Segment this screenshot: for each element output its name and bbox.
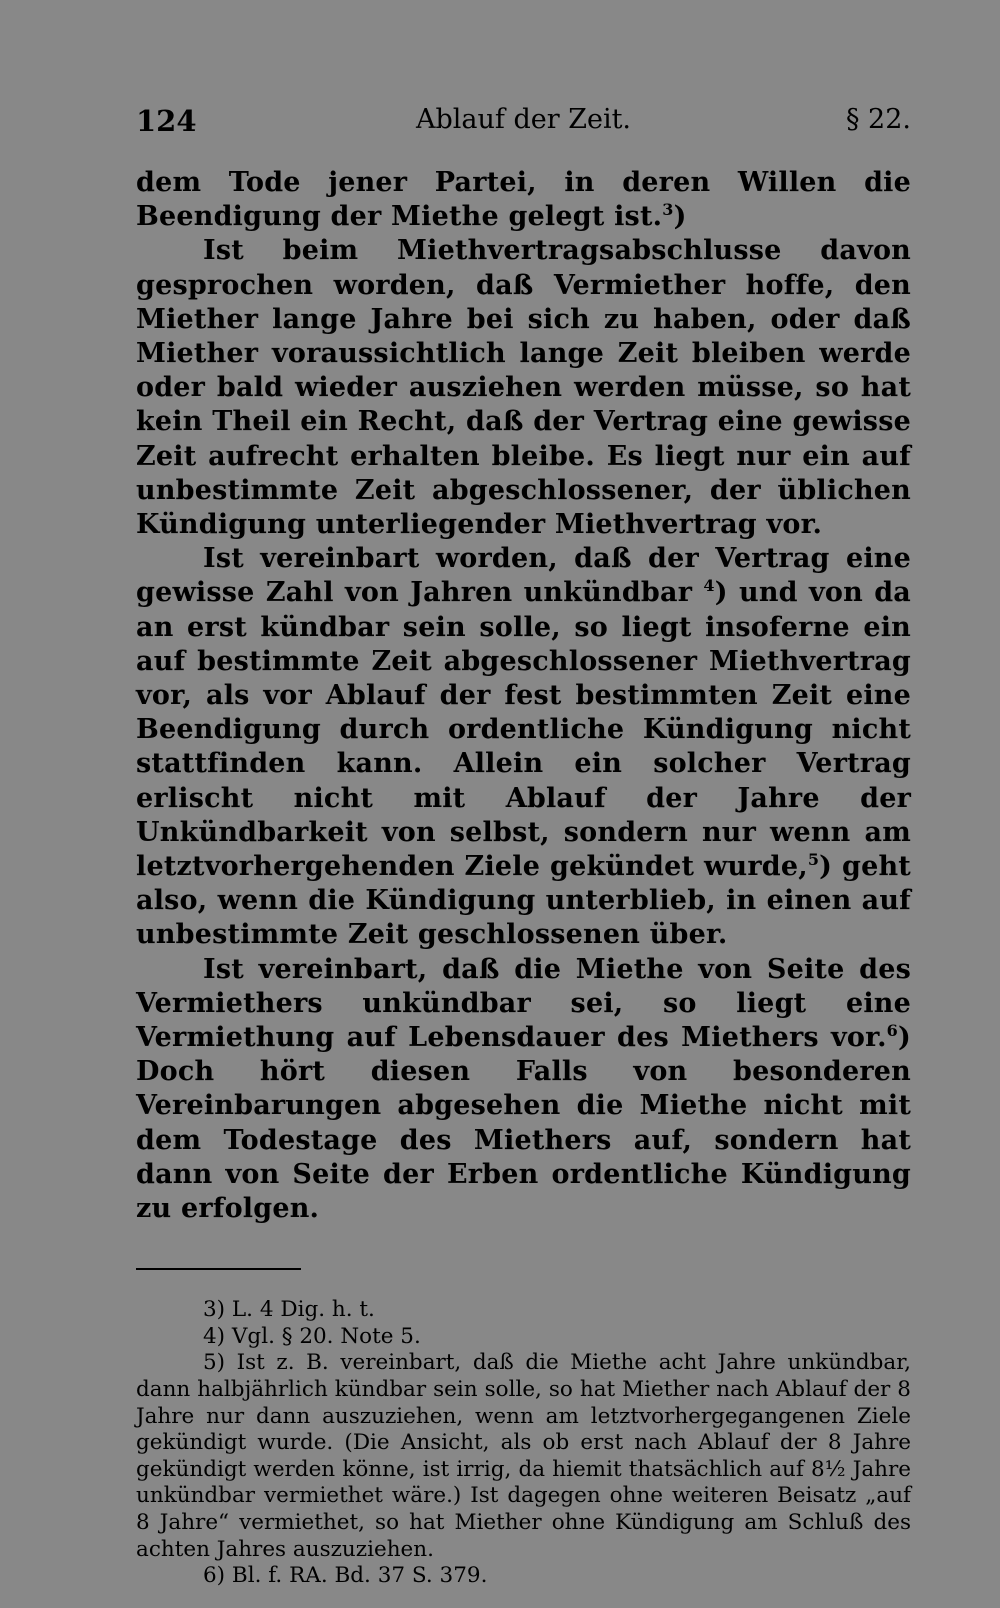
body-text xyxy=(136,166,911,1226)
note-ref-4: 4 xyxy=(703,576,715,596)
paragraph-3-part-3: ) geht also, wenn die Kündigung unterblieb, in einen auf unbestimmte Zeit geschlossenen über. xyxy=(136,851,911,951)
note-ref-6: 6 xyxy=(886,1021,899,1041)
paragraph-1 xyxy=(136,166,911,234)
note-ref-5: 5 xyxy=(807,850,820,870)
book-page xyxy=(136,96,911,1590)
paragraph-4-part-1: Ist vereinbart, daß die Miethe von Seite des Vermiethers unkündbar sei, so liegt eine Vermiethung auf Lebensdauer des Miethers vor. xyxy=(136,953,911,1054)
section-number: § 22. xyxy=(845,104,911,135)
running-title: Ablauf der Zeit. xyxy=(415,104,632,135)
paragraph-3-part-1: Ist vereinbart worden, daß der Vertrag eine gewisse Zahl von Jahren unkündbar xyxy=(136,543,911,609)
footnote-4: 4) Vgl. § 20. Note 5. xyxy=(203,1323,421,1349)
note-ref-3: 3 xyxy=(662,200,674,220)
page-number: 124 xyxy=(136,104,197,138)
footnote-5: 5) Ist z. B. vereinbart, daß die Miethe acht Jahre unkündbar, dann halbjährlich kündbar sein solle, so hat Miether nach Ablauf der 8 Jahre nur dann auszuziehen, wenn am letztvorhergegangenen Ziele gekündigt wurde. (Die Ansicht, als ob erst nach Ablauf der 8 Jahre gekündigt werden könne, ist irrig, da hiemit thatsächlich auf 8½ Jahre unkündbar vermiethet wäre.) Ist dagegen ohne weiteren Beisatz „auf 8 Jahre“ vermiethet, so hat Miether ohne Kündigung am Schluß des achten Jahres auszuziehen. xyxy=(136,1350,911,1562)
paragraph-3 xyxy=(136,542,911,952)
paragraph-2: Ist beim Miethvertragsabschlusse davon gesprochen worden, daß Vermiether hoffe, den Miether lange Jahre bei sich zu haben, oder daß Miether voraussichtlich lange Zeit bleiben werde oder bald wieder ausziehen werden müsse, so hat kein Theil ein Recht, daß der Vertrag eine gewisse Zeit aufrecht erhalten bleibe. Es liegt nur ein auf unbestimmte Zeit abgeschlossener, der üblichen Kündigung unterliegender Miethvertrag vor. xyxy=(136,235,911,541)
paragraph-4 xyxy=(136,953,911,1227)
footnote-3: 3) L. 4 Dig. h. t. xyxy=(203,1297,375,1323)
paragraph-1-text: dem Tode jener Partei, in deren Willen die Beendigung der Miethe gelegt ist. xyxy=(136,167,911,233)
paragraph-4-part-2: ) Doch hört diesen Falls von besonderen Vereinbarungen abgesehen die Miethe nicht mit dem Todestage des Miethers auf, sondern hat dann von Seite der Erben ordentliche Kündigung zu erfolgen. xyxy=(136,1022,911,1225)
paragraph-1-close: ) xyxy=(673,201,687,233)
footnote-separator xyxy=(136,1268,301,1270)
footnote-6: 6) Bl. f. RA. Bd. 37 S. 379. xyxy=(203,1563,488,1589)
footnotes xyxy=(136,1297,911,1590)
running-header xyxy=(136,96,911,146)
paragraph-3-part-2: ) und von da an erst kündbar sein solle, so liegt insoferne ein auf bestimmte Zeit abgeschlossener Miethvertrag vor, als vor Ablauf der fest bestimmten Zeit eine Beendigung durch ordentliche Kündigung nicht stattfinden kann. Allein ein solcher Vertrag erlischt nicht mit Ablauf der Jahre der Unkündbarkeit von selbst, sondern nur wenn am letztvorhergehenden Ziele gekündet wurde, xyxy=(136,577,912,883)
